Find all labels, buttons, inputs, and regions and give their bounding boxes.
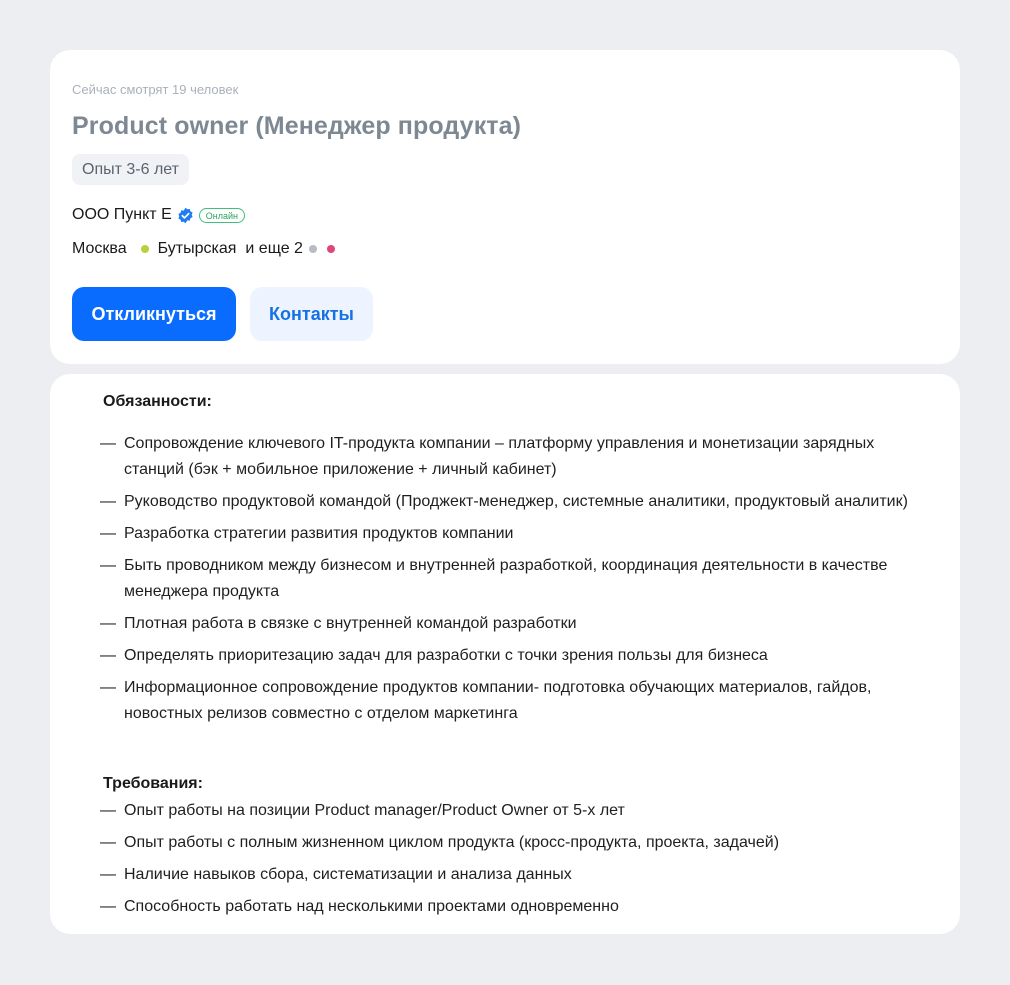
vacancy-title: Product owner (Менеджер продукта) xyxy=(72,112,522,140)
verified-check-icon xyxy=(177,207,194,224)
list-item xyxy=(100,894,930,920)
online-badge: Онлайн xyxy=(199,208,245,223)
requirements-title: Требования: xyxy=(103,775,203,792)
location-row xyxy=(72,238,335,260)
list-item xyxy=(100,489,930,515)
duties-title: Обязанности: xyxy=(103,393,212,410)
duty-text: Плотная работа в связке с внутренней командой разработки xyxy=(124,615,577,632)
company-row xyxy=(72,204,245,226)
metro-line-icon-pink xyxy=(327,245,335,253)
list-item xyxy=(100,798,930,824)
list-dash: — xyxy=(100,834,116,851)
metro-line-icon-green xyxy=(141,245,149,253)
requirement-text: Опыт работы с полным жизненном циклом продукта (кросс-продукта, проекта, задачей) xyxy=(124,834,780,851)
apply-button[interactable]: Откликнуться xyxy=(72,287,236,341)
list-dash: — xyxy=(100,802,116,819)
list-dash: — xyxy=(100,898,116,915)
requirement-text: Способность работать над несколькими проектами одновременно xyxy=(124,898,619,915)
list-dash: — xyxy=(100,493,116,510)
metro-line-icon-gray xyxy=(309,245,317,253)
vacancy-header-card xyxy=(50,50,960,364)
city-label: Москва xyxy=(72,240,127,257)
list-dash: — xyxy=(100,525,116,542)
duty-text: Быть проводником между бизнесом и внутренней разработкой, координация деятельности в качестве менеджера продукта xyxy=(124,557,888,600)
requirements-list xyxy=(100,798,930,926)
list-dash: — xyxy=(100,435,116,452)
duties-list xyxy=(100,431,930,733)
list-item xyxy=(100,643,930,669)
viewers-count: Сейчас смотрят 19 человек xyxy=(72,82,239,97)
duty-text: Определять приоритезацию задач для разработки с точки зрения пользы для бизнеса xyxy=(124,647,768,664)
list-dash: — xyxy=(100,679,116,696)
list-item xyxy=(100,431,930,483)
list-dash: — xyxy=(100,647,116,664)
experience-badge: Опыт 3-6 лет xyxy=(72,154,189,185)
vacancy-description-card xyxy=(50,374,960,934)
metro-station: Бутырская xyxy=(157,240,237,257)
list-dash: — xyxy=(100,557,116,574)
list-item xyxy=(100,830,930,856)
company-name-link[interactable]: ООО Пункт Е xyxy=(72,206,172,223)
contacts-button[interactable]: Контакты xyxy=(250,287,373,341)
list-dash: — xyxy=(100,866,116,883)
list-item xyxy=(100,553,930,605)
list-item xyxy=(100,521,930,547)
list-item xyxy=(100,611,930,637)
duty-text: Разработка стратегии развития продуктов компании xyxy=(124,525,514,542)
duty-text: Руководство продуктовой командой (Проджект-менеджер, системные аналитики, продуктовый аналитик) xyxy=(124,493,908,510)
duty-text: Информационное сопровождение продуктов компании- подготовка обучающих материалов, гайдов, новостных релизов совместно с отделом маркетинга xyxy=(124,679,872,722)
duty-text: Сопровождение ключевого IT-продукта компании – платформу управления и монетизации зарядных станций (бэк + мобильное приложение + личный кабинет) xyxy=(124,435,875,478)
list-item xyxy=(100,675,930,727)
list-dash: — xyxy=(100,615,116,632)
list-item xyxy=(100,862,930,888)
requirement-text: Опыт работы на позиции Product manager/Product Owner от 5-х лет xyxy=(124,802,625,819)
requirement-text: Наличие навыков сбора, систематизации и анализа данных xyxy=(124,866,572,883)
more-metro-link[interactable]: и еще 2 xyxy=(245,240,303,257)
